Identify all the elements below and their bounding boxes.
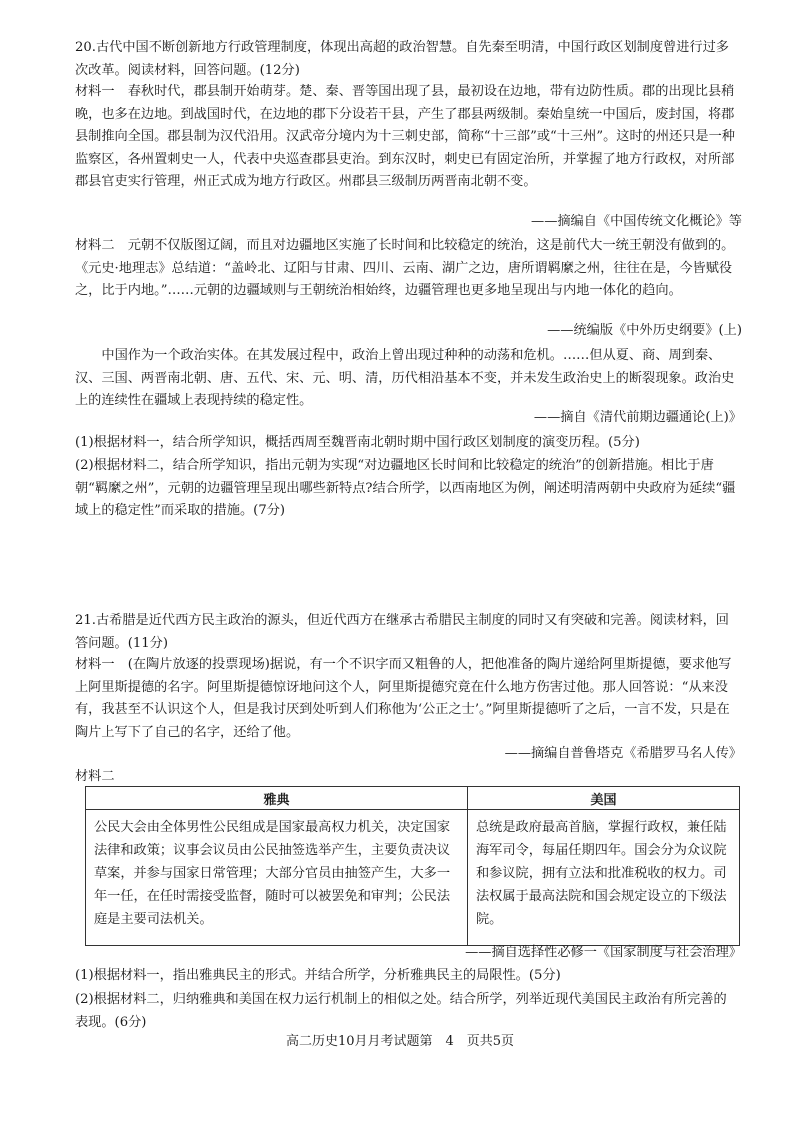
table-header-athens: 雅典 xyxy=(86,787,468,810)
q21-material2-label: 材料二 xyxy=(75,769,115,784)
table-cell-usa: 总统是政府最高首脑，掌握行政权，兼任陆海军司令，每届任期四年。国会分为众议院和参议院，拥有立法和批准税收的权力。司法权属于最高法院和国会规定设立的下级法院。 xyxy=(468,810,740,946)
table-header-usa: 美国 xyxy=(468,787,740,810)
q21-subquestion-2: (2)根据材料二，归纳雅典和美国在权力运行机制上的相似之处。结合所学，列举近现代美国民主政治有所完善的表现。(6分) xyxy=(75,992,727,1030)
q20-material2-source1: ——统编版《中外历史纲要》(上) xyxy=(547,323,742,338)
q21-material1: 材料一 (在陶片放逐的投票现场)据说，有一个不识字而又粗鲁的人，把他准备的陶片递给阿里斯提德，要求他写上阿里斯提德的名字。阿里斯提德惊讶地问这个人，阿里斯提德究竟在什么地方伤害过他。那人回答说：“从来没有，我甚至不认识这个人，但是我讨厌到处听到人们称他为‘公正之士’。”阿里斯提德听了之后，一言不发，只是在陶片上写下了自己的名字，还给了他。 xyxy=(75,657,732,740)
table-row xyxy=(86,810,740,946)
table-cell-athens: 公民大会由全体男性公民组成是国家最高权力机关，决定国家法律和政策；议事会议员由公民抽签选举产生，主要负责决议草案，并参与国家日常管理；大部分官员由抽签产生，大多一年一任，在任时需接受监督，随时可以被罢免和审判；公民法庭是主要司法机关。 xyxy=(86,810,468,946)
q20-subquestion-2: (2)根据材料二，结合所学知识，指出元朝为实现“对边疆地区长时间和比较稳定的统治”的创新措施。相比于唐朝“羁縻之州”，元朝的边疆管理呈现出哪些新特点?结合所学，以西南地区为例，阐述明清两朝中央政府为延续“疆域上的稳定性”而采取的措施。(7分) xyxy=(75,458,736,519)
q21-material1-source: ——摘编自普鲁塔克《希腊罗马名人传》 xyxy=(504,746,742,761)
q21-stem: 21.古希腊是近代西方民主政治的源头，但近代西方在继承古希腊民主制度的同时又有突破和完善。阅读材料，回答问题。(11分) xyxy=(75,613,729,651)
q20-material2-para2: 中国作为一个政治实体。在其发展过程中，政治上曾出现过种种的动荡和危机。……但从夏、商、周到秦、汉、三国、两晋南北朝、唐、五代、宋、元、明、清，历代相沿基本不变，并未发生政治史上的断裂现象。政治史上的连续性在疆域上表现持续的稳定性。 xyxy=(75,348,735,409)
q20-material2-source2: ——摘自《清代前期边疆通论(上)》 xyxy=(533,410,742,425)
q20-subquestion-1: (1)根据材料一，结合所学知识，概括西周至魏晋南北朝时期中国行政区划制度的演变历程。(5分) xyxy=(75,435,640,450)
q20-stem: 20.古代中国不断创新地方行政管理制度，体现出高超的政治智慧。自先秦至明清，中国行政区划制度曾进行过多次改革。阅读材料，回答问题。(12分) xyxy=(75,40,729,78)
page-footer: 高二历史10月月考试题第 4 页共5页 xyxy=(285,1034,515,1049)
table-header-row xyxy=(86,787,740,810)
q20-material1: 材料一 春秋时代，郡县制开始萌芽。楚、秦、晋等国出现了县，最初设在边地，带有边防性质。郡的出现比县稍晚，也多在边地。到战国时代，在边地的郡下分设若干县，产生了郡县两级制。秦始皇统一中国后，废封国，将郡县制推向全国。郡县制为汉代沿用。汉武帝分境内为十三刺史部，简称“十三部”或“十三州”。这时的州还只是一种监察区，各州置刺史一人，代表中央巡查郡县吏治。到东汉时，刺史已有固定治所，并掌握了地方行政权，对所部郡县官吏实行管理，州正式成为地方行政区。州郡县三级制历两晋南北朝不变。 xyxy=(75,84,735,190)
q21-material2-source: ——摘自选择性必修一《国家制度与社会治理》 xyxy=(465,945,742,960)
comparison-table xyxy=(85,786,740,946)
q20-material1-source: ——摘编自《中国传统文化概论》等 xyxy=(531,214,742,229)
q21-subquestion-1: (1)根据材料一，指出雅典民主的形式。并结合所学，分析雅典民主的局限性。(5分) xyxy=(75,968,561,983)
q20-material2: 材料二 元朝不仅版图辽阔，而且对边疆地区实施了长时间和比较稳定的统治，这是前代大一统王朝没有做到的。《元史·地理志》总结道：“盖岭北、辽阳与甘肃、四川、云南、湖广之边，唐所谓羁縻之州，往往在是，今皆赋役之，比于内地。”……元朝的边疆域则与王朝统治相始终，边疆管理也更多地呈现出与内地一体化的趋向。 xyxy=(75,238,735,299)
